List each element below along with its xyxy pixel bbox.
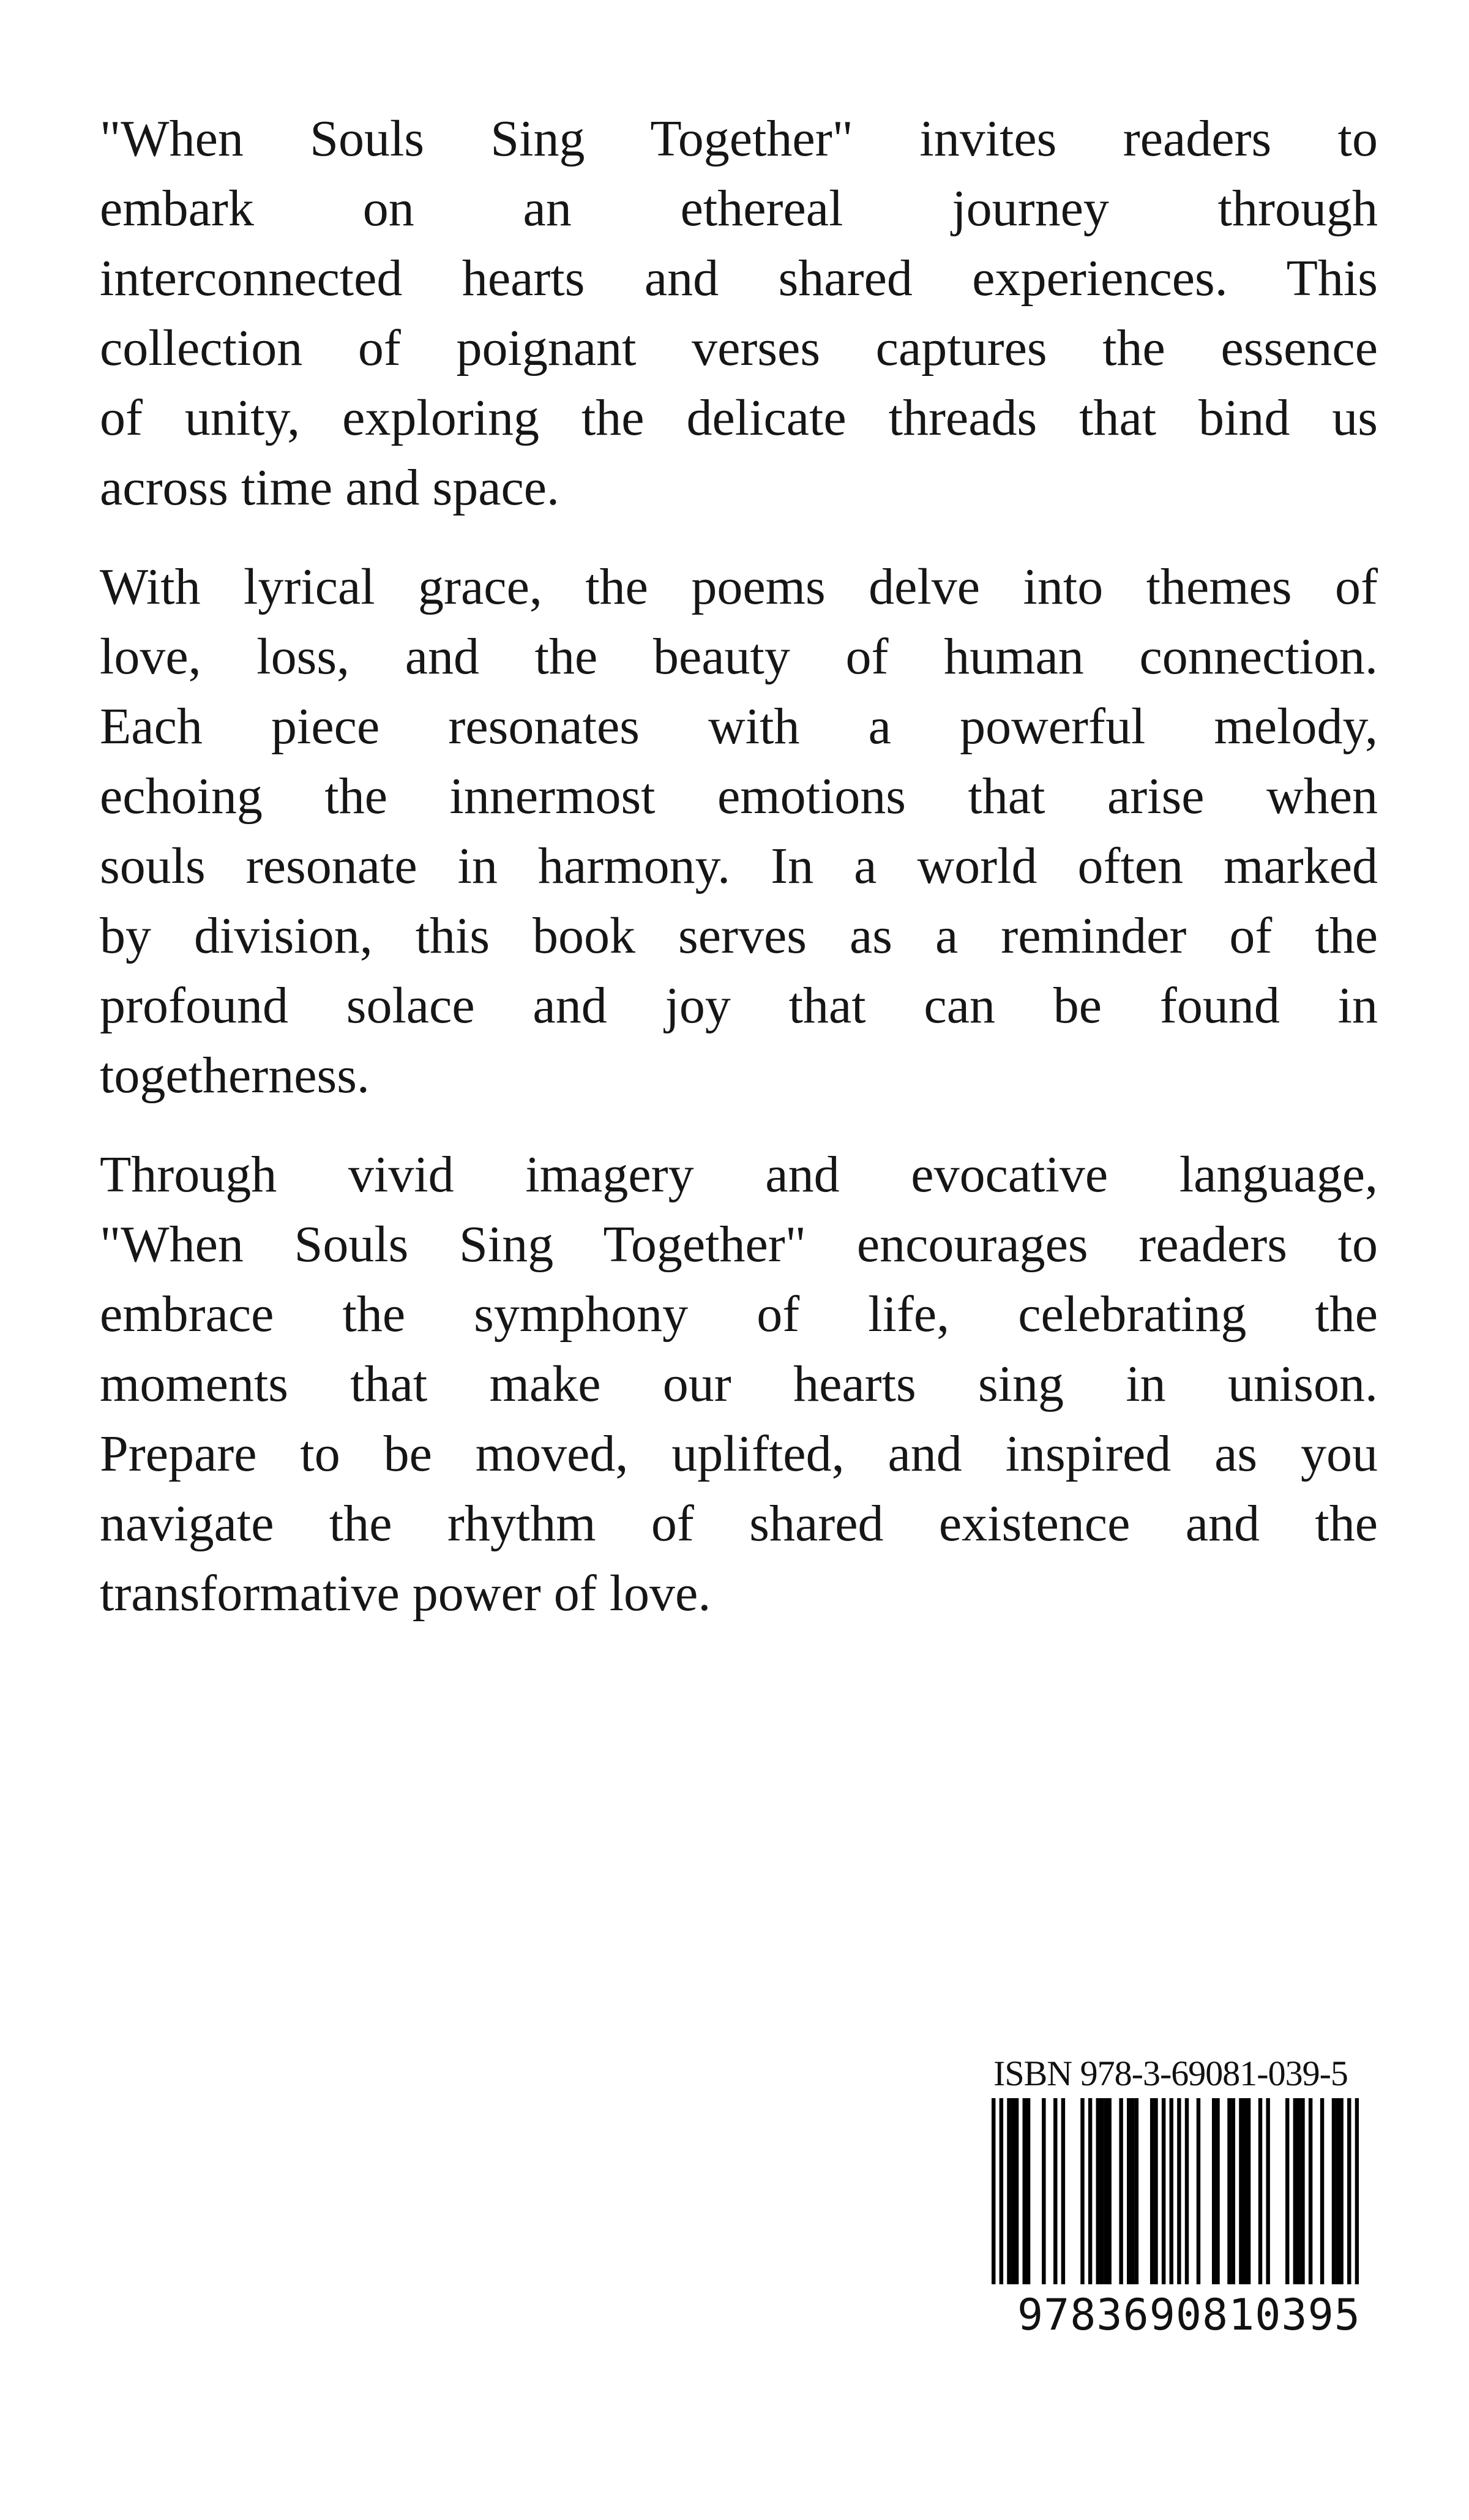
barcode-bar bbox=[1247, 2098, 1250, 2284]
barcode-bar bbox=[1212, 2098, 1216, 2284]
ean-number: 9783690810395 bbox=[1017, 2290, 1361, 2340]
barcode-bar bbox=[1154, 2098, 1157, 2284]
text-line: Each piece resonates with a powerful melody, bbox=[100, 698, 1378, 755]
text-line: of unity, exploring the delicate threads that bind us bbox=[100, 389, 1378, 446]
text-line: by division, this book serves as a reminder of the bbox=[100, 907, 1378, 964]
barcode-bar bbox=[1355, 2098, 1359, 2284]
isbn-barcode bbox=[979, 2048, 1396, 2360]
barcode-bar bbox=[1000, 2098, 1003, 2284]
paragraph bbox=[100, 552, 1378, 1111]
barcode-bar bbox=[1185, 2098, 1189, 2284]
barcode-bar bbox=[1104, 2098, 1107, 2284]
barcode-bar bbox=[1096, 2098, 1100, 2284]
barcode-bar bbox=[1243, 2098, 1247, 2284]
text-line: Through vivid imagery and evocative language, bbox=[100, 1146, 1378, 1203]
barcode-bar bbox=[1150, 2098, 1154, 2284]
barcode-bar bbox=[1177, 2098, 1181, 2284]
barcode-bar bbox=[1239, 2098, 1243, 2284]
barcode-bar bbox=[1131, 2098, 1134, 2284]
barcode-bar bbox=[1088, 2098, 1092, 2284]
barcode-bar bbox=[1023, 2098, 1026, 2284]
barcode-bar bbox=[992, 2098, 995, 2284]
text-line: echoing the innermost emotions that arise when bbox=[100, 768, 1378, 825]
barcode-bar bbox=[1339, 2098, 1343, 2284]
barcode-bar bbox=[1015, 2098, 1019, 2284]
barcode-bar bbox=[1297, 2098, 1301, 2284]
paragraph bbox=[100, 104, 1378, 523]
barcode-bar bbox=[1061, 2098, 1065, 2284]
barcode-bar bbox=[1170, 2098, 1173, 2284]
barcode-bar bbox=[1162, 2098, 1165, 2284]
text-line: togetherness. bbox=[100, 1047, 370, 1104]
barcode-bar bbox=[1011, 2098, 1015, 2284]
text-line: "When Souls Sing Together" invites readers to bbox=[100, 110, 1378, 167]
barcode-bar bbox=[1309, 2098, 1312, 2284]
barcode-bar bbox=[1053, 2098, 1057, 2284]
barcode-bar bbox=[1135, 2098, 1138, 2284]
text-line: embark on an ethereal journey through bbox=[100, 180, 1378, 237]
barcode-bar bbox=[1127, 2098, 1131, 2284]
text-line: love, loss, and the beauty of human connection. bbox=[100, 628, 1378, 685]
text-line: interconnected hearts and shared experiences. This bbox=[100, 250, 1378, 307]
text-line: across time and space. bbox=[100, 459, 560, 516]
barcode-bar bbox=[1293, 2098, 1297, 2284]
barcode-bar bbox=[1216, 2098, 1219, 2284]
barcode-bar bbox=[1258, 2098, 1262, 2284]
paragraph bbox=[100, 1140, 1378, 1629]
barcode-bar bbox=[1301, 2098, 1304, 2284]
text-line: moments that make our hearts sing in unison. bbox=[100, 1356, 1378, 1412]
barcode-bar bbox=[1332, 2098, 1336, 2284]
barcode-bar bbox=[1266, 2098, 1269, 2284]
text-line: navigate the rhythm of shared existence and the bbox=[100, 1495, 1378, 1552]
blurb bbox=[100, 104, 1378, 1658]
text-line: embrace the symphony of life, celebrating the bbox=[100, 1286, 1378, 1343]
text-line: "When Souls Sing Together" encourages readers to bbox=[100, 1216, 1378, 1273]
barcode-bar bbox=[1026, 2098, 1030, 2284]
barcode-bar bbox=[1336, 2098, 1339, 2284]
barcode-bar bbox=[1119, 2098, 1123, 2284]
text-line: transformative power of love. bbox=[100, 1565, 711, 1622]
text-line: Prepare to be moved, uplifted, and inspired as you bbox=[100, 1425, 1378, 1482]
text-line: collection of poignant verses captures the essence bbox=[100, 320, 1378, 377]
barcode-bar bbox=[1007, 2098, 1011, 2284]
barcode-bar bbox=[1347, 2098, 1351, 2284]
isbn-label: ISBN 978-3-69081-039-5 bbox=[993, 2053, 1348, 2093]
barcode-bar bbox=[1080, 2098, 1084, 2284]
barcode-bar bbox=[1042, 2098, 1045, 2284]
barcode-bar bbox=[1197, 2098, 1200, 2284]
barcode-bar bbox=[1320, 2098, 1324, 2284]
barcode-bar bbox=[1100, 2098, 1104, 2284]
barcode-bar bbox=[1107, 2098, 1111, 2284]
barcode-bar bbox=[1285, 2098, 1289, 2284]
barcode-bar bbox=[1227, 2098, 1231, 2284]
barcode-bars bbox=[992, 2098, 1359, 2284]
text-line: profound solace and joy that can be found in bbox=[100, 977, 1378, 1034]
text-line: souls resonate in harmony. In a world often marked bbox=[100, 838, 1378, 894]
barcode-bar bbox=[1232, 2098, 1235, 2284]
text-line: With lyrical grace, the poems delve into themes of bbox=[100, 558, 1378, 615]
